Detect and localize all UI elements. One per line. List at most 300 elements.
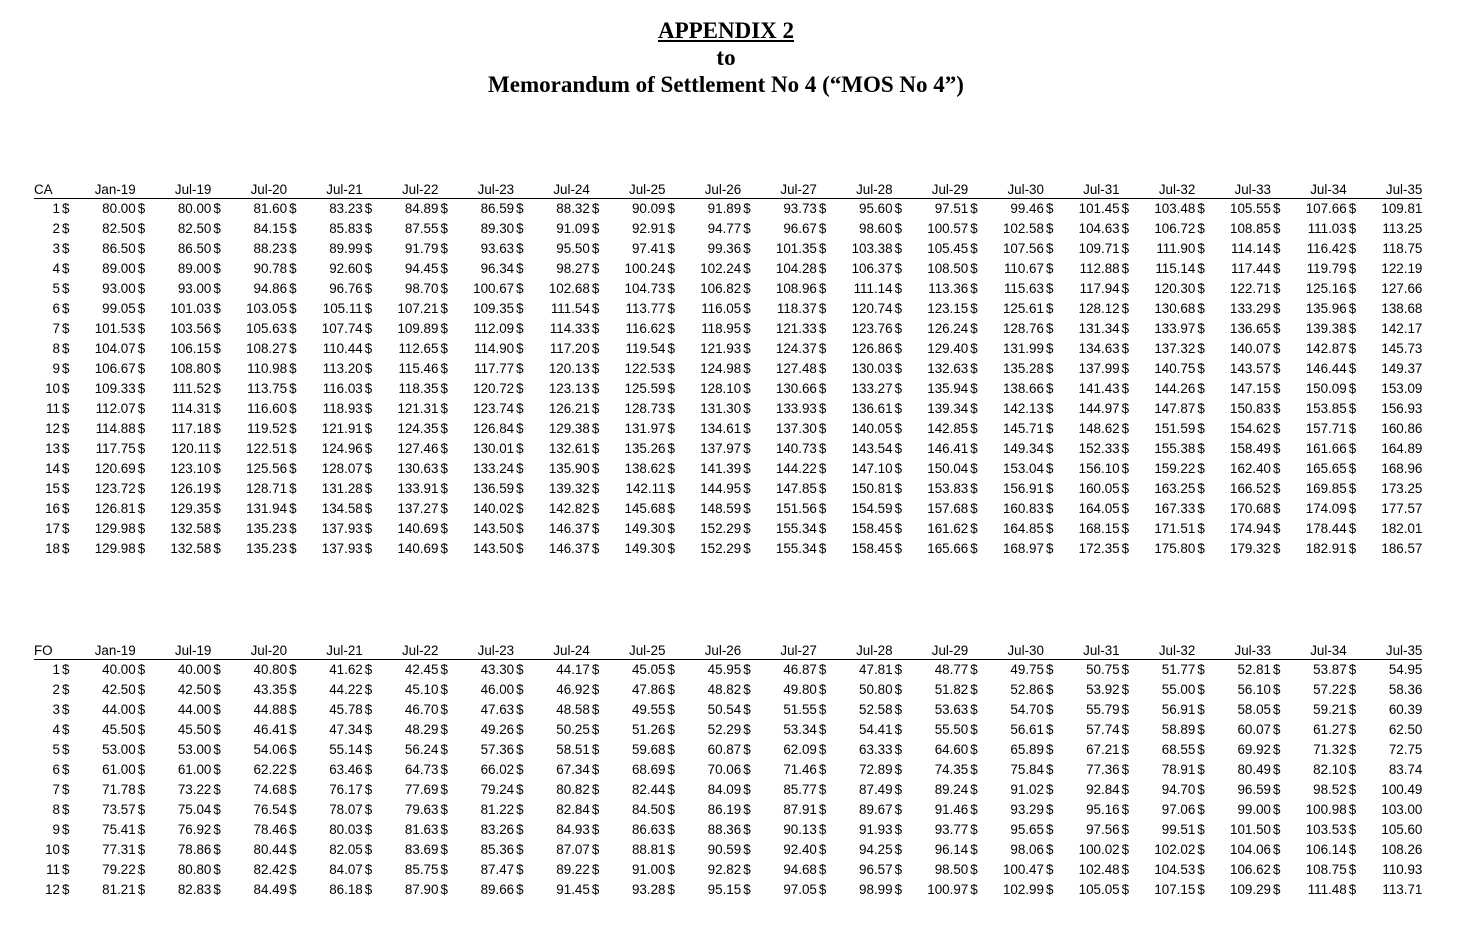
currency-symbol: $ (818, 201, 827, 216)
rate-cell (817, 700, 893, 720)
currency-symbol: $ (591, 301, 600, 316)
currency-symbol: $ (364, 461, 373, 476)
rate-value: 124.98 (700, 361, 742, 376)
rate-cell (60, 840, 136, 860)
currency-symbol: $ (818, 862, 827, 877)
rate-value: 122.51 (246, 441, 288, 456)
rate-value: 111.90 (1156, 241, 1196, 256)
rate-value: 100.24 (624, 261, 666, 276)
currency-symbol: $ (213, 782, 221, 797)
rate-cell (514, 299, 590, 319)
currency-symbol: $ (289, 281, 297, 296)
rate-value: 106.14 (1305, 842, 1347, 857)
rate-value: 109.35 (473, 301, 515, 316)
rate-value: 60.07 (1237, 722, 1271, 737)
rate-value: 96.76 (329, 281, 363, 296)
rate-cell (514, 219, 590, 239)
currency-symbol: $ (667, 361, 675, 376)
rate-value: 107.15 (1154, 882, 1196, 897)
currency-symbol: $ (62, 361, 70, 376)
currency-symbol: $ (894, 241, 903, 256)
rate-cell (893, 399, 969, 419)
currency-symbol: $ (591, 682, 600, 697)
currency-symbol: $ (818, 401, 827, 416)
rate-cell (1195, 760, 1271, 780)
currency-symbol: $ (667, 461, 675, 476)
currency-symbol: $ (743, 261, 751, 276)
rate-value: 62.09 (783, 742, 817, 757)
rate-value: 46.00 (480, 682, 515, 697)
rate-value: 130.63 (397, 461, 439, 476)
rate-value: 77.31 (102, 842, 136, 857)
table-row (34, 279, 1422, 299)
rate-value: 61.27 (1313, 722, 1347, 737)
rate-cell (893, 339, 969, 359)
rate-value: 79.22 (102, 862, 136, 877)
rate-cell (136, 219, 212, 239)
rate-cell (590, 279, 666, 299)
currency-symbol: $ (213, 281, 221, 296)
rate-value: 136.65 (1230, 321, 1271, 336)
currency-symbol: $ (516, 682, 524, 697)
rate-cell (287, 439, 363, 459)
rate-cell (136, 479, 212, 499)
rate-cell (968, 479, 1044, 499)
rate-value: 92.60 (329, 261, 363, 276)
rate-cell (893, 539, 969, 559)
rate-value: 85.75 (404, 862, 439, 877)
currency-symbol: $ (970, 842, 978, 857)
rate-cell (287, 700, 363, 720)
rate-cell (817, 780, 893, 800)
currency-symbol: $ (743, 221, 751, 236)
rate-cell (893, 740, 969, 760)
rate-value: 89.67 (859, 802, 893, 817)
rate-value: 72.75 (1388, 742, 1423, 757)
currency-symbol: $ (1197, 822, 1205, 837)
rate-cell (136, 700, 212, 720)
currency-symbol: $ (743, 341, 751, 356)
rate-cell (968, 499, 1044, 519)
rate-cell (741, 740, 817, 760)
rate-cell (136, 279, 212, 299)
currency-symbol: $ (970, 662, 978, 677)
rate-cell (1347, 259, 1423, 279)
currency-symbol: $ (289, 481, 297, 496)
rate-value: 78.86 (177, 842, 212, 857)
rate-value: 140.05 (851, 421, 893, 436)
currency-symbol: $ (818, 281, 827, 296)
rate-value: 83.74 (1388, 762, 1423, 777)
rate-value: 123.72 (94, 481, 136, 496)
currency-symbol: $ (743, 461, 751, 476)
rate-cell (590, 700, 666, 720)
currency-symbol: $ (213, 481, 221, 496)
rate-cell (817, 760, 893, 780)
rate-cell (1195, 800, 1271, 820)
rate-cell (1120, 760, 1196, 780)
rate-cell (1120, 399, 1196, 419)
rate-cell (590, 439, 666, 459)
rate-value: 140.69 (397, 541, 439, 556)
currency-symbol: $ (1348, 301, 1357, 316)
currency-symbol: $ (667, 501, 675, 516)
rate-cell (968, 800, 1044, 820)
rate-cell (438, 860, 514, 880)
rate-cell (666, 740, 742, 760)
rate-value: 92.82 (707, 862, 742, 877)
rate-cell (287, 760, 363, 780)
table-row (34, 199, 1422, 220)
currency-symbol: $ (743, 541, 751, 556)
currency-symbol: $ (1273, 461, 1281, 476)
rate-cell (590, 319, 666, 339)
rate-value: 101.03 (170, 301, 212, 316)
rate-value: 97.06 (1161, 802, 1196, 817)
currency-symbol: $ (667, 261, 675, 276)
rate-value: 94.68 (783, 862, 817, 877)
currency-symbol: $ (1045, 281, 1054, 296)
rate-value: 100.57 (927, 221, 969, 236)
currency-symbol: $ (1197, 862, 1205, 877)
rate-cell (1271, 499, 1347, 519)
rate-cell (514, 339, 590, 359)
rate-value: 118.37 (776, 301, 817, 316)
currency-symbol: $ (440, 501, 448, 516)
rate-cell (590, 860, 666, 880)
rate-cell (968, 780, 1044, 800)
table-row (34, 339, 1422, 359)
rate-cell (590, 419, 666, 439)
rate-cell (1044, 800, 1120, 820)
rate-value: 151.56 (775, 501, 817, 516)
currency-symbol: $ (440, 682, 448, 697)
rate-value: 117.18 (171, 421, 212, 436)
currency-symbol: $ (62, 321, 70, 336)
rate-value: 57.36 (480, 742, 515, 757)
rate-value: 136.59 (473, 481, 515, 496)
rate-cell (363, 760, 439, 780)
currency-symbol: $ (213, 742, 221, 757)
rate-cell (363, 219, 439, 239)
currency-symbol: $ (1273, 802, 1281, 817)
currency-symbol: $ (818, 782, 827, 797)
currency-symbol: $ (1273, 501, 1281, 516)
currency-symbol: $ (894, 341, 903, 356)
rate-cell (60, 539, 136, 559)
rate-value: 91.02 (1010, 782, 1044, 797)
currency-symbol: $ (364, 221, 373, 236)
rate-value: 42.50 (177, 682, 212, 697)
rate-value: 158.49 (1230, 441, 1271, 456)
rate-value: 174.09 (1305, 501, 1347, 516)
currency-symbol: $ (516, 802, 524, 817)
rate-value: 92.91 (631, 221, 666, 236)
rate-value: 147.87 (1154, 401, 1196, 416)
rate-value: 155.34 (775, 521, 817, 536)
rate-cell (287, 519, 363, 539)
rate-value: 107.74 (321, 321, 363, 336)
currency-symbol: $ (591, 842, 600, 857)
currency-symbol: $ (440, 762, 448, 777)
rate-cell (514, 519, 590, 539)
rate-value: 87.07 (556, 842, 590, 857)
currency-symbol: $ (516, 381, 524, 396)
rate-cell (514, 780, 590, 800)
rate-cell (1271, 359, 1347, 379)
rate-cell (363, 499, 439, 519)
currency-symbol: $ (743, 421, 751, 436)
column-header: Jul-32 (1120, 181, 1196, 199)
rate-cell (817, 439, 893, 459)
rate-cell (741, 800, 817, 820)
rate-value: 62.22 (253, 762, 288, 777)
rate-value: 84.09 (707, 782, 742, 797)
rate-value: 62.50 (1388, 722, 1423, 737)
rate-cell (1271, 800, 1347, 820)
rate-value: 105.11 (322, 301, 363, 316)
rate-cell (893, 259, 969, 279)
rate-value: 133.29 (1230, 301, 1271, 316)
rate-value: 130.68 (1154, 301, 1196, 316)
currency-symbol: $ (667, 421, 675, 436)
rate-cell (590, 539, 666, 559)
rate-value: 103.56 (170, 321, 212, 336)
column-header: Jul-34 (1271, 642, 1347, 660)
rate-cell (60, 339, 136, 359)
rate-value: 106.67 (94, 361, 136, 376)
rate-cell (1271, 239, 1347, 259)
currency-symbol: $ (137, 401, 146, 416)
currency-symbol: $ (213, 702, 221, 717)
rate-value: 116.03 (322, 381, 363, 396)
rate-value: 80.82 (556, 782, 590, 797)
currency-symbol: $ (1121, 722, 1130, 737)
rate-cell (968, 660, 1044, 681)
rate-cell (968, 219, 1044, 239)
currency-symbol: $ (894, 401, 903, 416)
currency-symbol: $ (743, 882, 751, 897)
rate-value: 120.30 (1154, 281, 1196, 296)
rate-cell (1347, 880, 1423, 900)
currency-symbol: $ (1045, 381, 1054, 396)
rate-value: 153.04 (1002, 461, 1044, 476)
currency-symbol: $ (1121, 481, 1130, 496)
currency-symbol: $ (516, 441, 524, 456)
rate-cell (666, 499, 742, 519)
rate-cell (1195, 740, 1271, 760)
currency-symbol: $ (289, 862, 297, 877)
rate-cell (1120, 199, 1196, 220)
rate-value: 161.62 (927, 521, 969, 536)
rate-value: 75.04 (177, 802, 212, 817)
rate-value: 160.83 (1002, 501, 1044, 516)
currency-symbol: $ (440, 662, 448, 677)
rate-value: 90.13 (783, 822, 817, 837)
rate-value: 91.46 (934, 802, 969, 817)
rate-value: 120.69 (94, 461, 136, 476)
rate-value: 98.06 (1010, 842, 1044, 857)
currency-symbol: $ (970, 241, 978, 256)
currency-symbol: $ (516, 321, 524, 336)
rate-cell (514, 399, 590, 419)
rate-value: 119.54 (625, 341, 666, 356)
currency-symbol: $ (591, 702, 600, 717)
step-number: 7 (52, 321, 60, 336)
rate-value: 146.41 (927, 441, 969, 456)
currency-symbol: $ (1121, 682, 1130, 697)
currency-symbol: $ (970, 521, 978, 536)
currency-symbol: $ (1348, 401, 1357, 416)
rate-cell (1195, 379, 1271, 399)
currency-symbol: $ (137, 361, 146, 376)
rate-cell (60, 439, 136, 459)
currency-symbol: $ (289, 782, 297, 797)
rate-value: 137.97 (700, 441, 742, 456)
rate-cell (817, 259, 893, 279)
currency-symbol: $ (591, 882, 600, 897)
rate-value: 71.78 (102, 782, 136, 797)
currency-symbol: $ (440, 842, 448, 857)
currency-symbol: $ (1121, 521, 1130, 536)
currency-symbol: $ (1045, 521, 1054, 536)
rate-cell (1347, 399, 1423, 419)
currency-symbol: $ (818, 682, 827, 697)
rate-value: 98.50 (934, 862, 969, 877)
rate-value: 164.85 (1002, 521, 1044, 536)
step-number: 13 (45, 441, 60, 456)
rate-cell (741, 419, 817, 439)
rate-cell (287, 880, 363, 900)
rate-value: 121.31 (397, 401, 439, 416)
rate-cell (666, 720, 742, 740)
rate-value: 109.89 (397, 321, 439, 336)
currency-symbol: $ (289, 301, 297, 316)
rate-value: 82.84 (556, 802, 590, 817)
rate-value: 108.80 (170, 361, 212, 376)
rate-value: 122.53 (624, 361, 666, 376)
rate-cell (438, 720, 514, 740)
rate-cell (1271, 319, 1347, 339)
rate-cell (438, 880, 514, 900)
rate-cell (1271, 219, 1347, 239)
rate-value: 94.25 (859, 842, 893, 857)
currency-symbol: $ (137, 301, 146, 316)
rate-cell (363, 700, 439, 720)
rate-cell (817, 720, 893, 740)
rate-value: 45.05 (631, 662, 666, 677)
rate-value: 70.06 (707, 762, 742, 777)
rate-value: 123.74 (473, 401, 515, 416)
currency-symbol: $ (970, 341, 978, 356)
rate-value: 55.79 (1086, 702, 1120, 717)
rate-cell (1044, 499, 1120, 519)
currency-symbol: $ (1045, 501, 1054, 516)
rate-cell (1347, 800, 1423, 820)
rate-value: 158.45 (851, 541, 893, 556)
rate-cell (211, 660, 287, 681)
rate-cell (211, 379, 287, 399)
rate-cell (1271, 459, 1347, 479)
rate-value: 144.97 (1078, 401, 1120, 416)
rate-cell (968, 740, 1044, 760)
currency-symbol: $ (818, 842, 827, 857)
rate-cell (893, 820, 969, 840)
rate-value: 119.52 (247, 421, 288, 436)
rate-cell (1044, 880, 1120, 900)
rate-value: 132.58 (170, 541, 212, 556)
rate-value: 65.89 (1010, 742, 1044, 757)
rate-value: 172.35 (1078, 541, 1120, 556)
column-header: Jul-31 (1044, 642, 1120, 660)
rate-value: 152.33 (1078, 441, 1120, 456)
currency-symbol: $ (289, 401, 297, 416)
currency-symbol: $ (1348, 341, 1357, 356)
column-header: Jul-21 (287, 642, 363, 660)
table-label: FO (34, 642, 60, 660)
currency-symbol: $ (894, 802, 903, 817)
rate-cell (666, 820, 742, 840)
rate-value: 117.77 (474, 361, 515, 376)
currency-symbol: $ (591, 481, 600, 496)
currency-symbol: $ (1045, 682, 1054, 697)
rate-cell (817, 880, 893, 900)
currency-symbol: $ (137, 261, 146, 276)
rate-value: 49.80 (783, 682, 817, 697)
rate-value: 110.67 (1003, 261, 1044, 276)
rate-value: 93.73 (783, 201, 817, 216)
rate-value: 99.36 (707, 241, 742, 256)
rate-value: 97.56 (1086, 822, 1120, 837)
currency-symbol: $ (1045, 261, 1054, 276)
currency-symbol: $ (970, 822, 978, 837)
rate-value: 80.00 (102, 201, 136, 216)
rate-cell (1347, 680, 1423, 700)
rate-cell (968, 359, 1044, 379)
appendix-title: APPENDIX 2 (657, 18, 795, 43)
rate-cell (1195, 339, 1271, 359)
column-header: Jul-21 (287, 181, 363, 199)
currency-symbol: $ (1197, 261, 1205, 276)
currency-symbol: $ (440, 702, 448, 717)
currency-symbol: $ (440, 862, 448, 877)
currency-symbol: $ (1273, 241, 1281, 256)
currency-symbol: $ (894, 882, 903, 897)
rate-value: 68.55 (1161, 742, 1196, 757)
rate-value: 67.34 (556, 762, 590, 777)
rate-cell (211, 760, 287, 780)
rate-value: 98.60 (859, 221, 893, 236)
rate-value: 173.25 (1381, 481, 1423, 496)
rate-value: 93.77 (934, 822, 969, 837)
rate-cell (590, 800, 666, 820)
currency-symbol: $ (1348, 421, 1357, 436)
currency-symbol: $ (137, 221, 146, 236)
rate-value: 168.96 (1381, 461, 1423, 476)
rate-cell (893, 279, 969, 299)
rate-cell (438, 239, 514, 259)
currency-symbol: $ (1045, 862, 1054, 877)
rate-value: 53.00 (177, 742, 212, 757)
rate-value: 124.96 (321, 441, 363, 456)
currency-symbol: $ (1273, 381, 1281, 396)
currency-symbol: $ (364, 401, 373, 416)
rate-value: 120.13 (548, 361, 590, 376)
rate-cell (438, 399, 514, 419)
rate-cell (1044, 479, 1120, 499)
rate-value: 104.73 (624, 281, 666, 296)
rate-value: 169.85 (1305, 481, 1347, 496)
